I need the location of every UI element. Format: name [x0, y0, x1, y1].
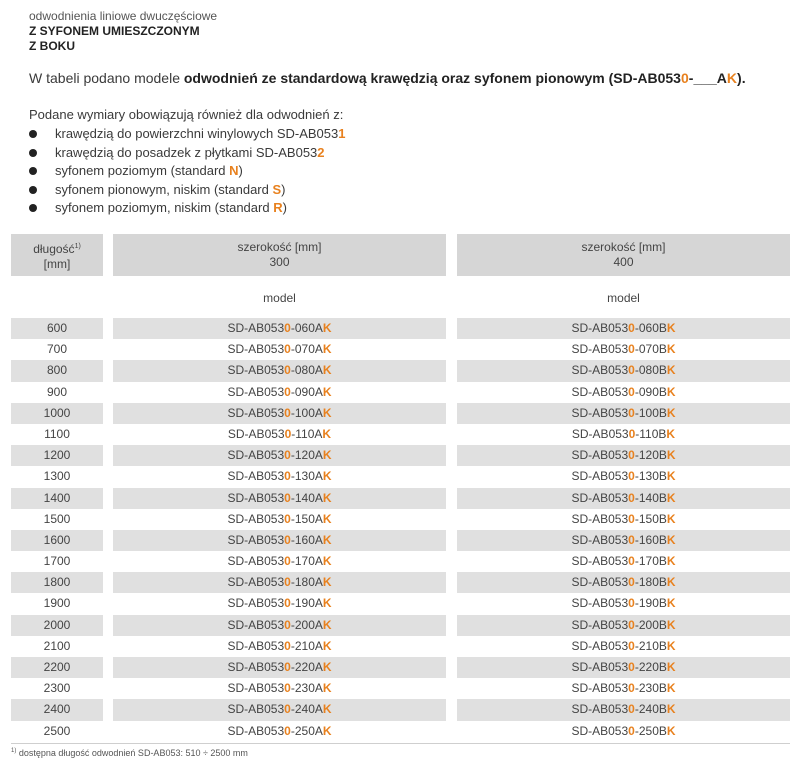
table-row — [0, 445, 803, 466]
model-cell-400: SD-AB0530-150BK — [571, 511, 676, 526]
model-cell-300: SD-AB0530-180AK — [113, 572, 446, 593]
model-cell-400: SD-AB0530-240BK — [457, 699, 790, 720]
also-valid-text: Podane wymiary obowiązują również dla odwodnień z: — [29, 107, 344, 122]
model-cell-400: SD-AB0530-110BK — [571, 426, 676, 441]
footnote: $^{1)}$ dostępna długość odwodnień SD-AB053: 510 ÷ 2500 mm — [11, 748, 248, 758]
model-cell-300: SD-AB0530-170AK — [227, 554, 332, 569]
model-cell-400: SD-AB0530-100BK — [457, 403, 790, 424]
footnote-divider — [11, 743, 790, 744]
model-cell-300: SD-AB0530-140AK — [113, 488, 446, 509]
length-cell: 1300 — [43, 469, 71, 484]
table-row — [0, 678, 803, 699]
table-row — [0, 530, 803, 551]
model-cell-400: SD-AB0530-230BK — [571, 681, 676, 696]
length-cell: 1700 — [43, 554, 71, 569]
model-cell-400: SD-AB0530-250BK — [571, 723, 676, 738]
table-row — [0, 699, 803, 720]
intro-prefix: W tabeli podano modele — [29, 70, 184, 86]
length-cell: 1200 — [11, 445, 103, 466]
table-row — [0, 636, 803, 657]
model-cell-300: SD-AB0530-070AK — [227, 342, 332, 357]
bullet-dot-icon — [29, 186, 37, 194]
model-cell-300: SD-AB0530-090AK — [227, 384, 332, 399]
length-cell: 1000 — [11, 403, 103, 424]
model-cell-300: SD-AB0530-220AK — [113, 657, 446, 678]
column-header-length: długość$^{1)}$ [mm] — [11, 234, 103, 276]
model-cell-400: SD-AB0530-090BK — [571, 384, 676, 399]
model-cell-300: SD-AB0530-230AK — [227, 681, 332, 696]
header-title-line2: Z BOKU — [29, 39, 75, 53]
intro-paragraph — [29, 70, 746, 86]
length-cell: 800 — [11, 360, 103, 381]
bullet-item: syfonem poziomym, niskim (standard R) — [29, 199, 345, 218]
table-row — [0, 403, 803, 424]
model-cell-400: SD-AB0530-060BK — [457, 318, 790, 339]
model-cell-400: SD-AB0530-190BK — [571, 596, 676, 611]
length-cell: 2000 — [11, 615, 103, 636]
column-header-width-300: szerokość [mm] 300 — [113, 234, 446, 276]
column-header-width-400: szerokość [mm] 400 — [457, 234, 790, 276]
model-cell-400: SD-AB0530-180BK — [457, 572, 790, 593]
table-row — [0, 551, 803, 572]
model-cell-300: SD-AB0530-110AK — [227, 426, 332, 441]
intro-bold: odwodnień ze standardową krawędzią oraz syfonem pionowym (SD-AB0530-___AK). — [183, 70, 746, 86]
model-cell-300: SD-AB0530-240AK — [113, 699, 446, 720]
table-row — [0, 615, 803, 636]
bullet-item: krawędzią do powierzchni winylowych SD-AB0531 — [29, 125, 345, 144]
length-cell: 1400 — [11, 488, 103, 509]
model-cell-400: SD-AB0530-070BK — [571, 342, 676, 357]
table-row — [0, 360, 803, 381]
table-row — [0, 572, 803, 593]
table-row — [0, 424, 803, 445]
model-cell-400: SD-AB0530-170BK — [571, 554, 676, 569]
length-cell: 1500 — [43, 511, 71, 526]
length-cell: 900 — [46, 384, 68, 399]
length-cell: 2200 — [11, 657, 103, 678]
length-cell: 2100 — [43, 638, 71, 653]
model-cell-300: SD-AB0530-190AK — [227, 596, 332, 611]
model-cell-300: SD-AB0530-080AK — [113, 360, 446, 381]
model-cell-300: SD-AB0530-250AK — [227, 723, 332, 738]
length-cell: 700 — [46, 342, 68, 357]
bullet-dot-icon — [29, 149, 37, 157]
length-cell: 2400 — [11, 699, 103, 720]
model-cell-400: SD-AB0530-210BK — [571, 638, 676, 653]
table-row — [0, 488, 803, 509]
bullet-item: krawędzią do posadzek z płytkami SD-AB0532 — [29, 144, 345, 163]
table-row — [0, 466, 803, 487]
model-cell-300: SD-AB0530-060AK — [113, 318, 446, 339]
length-cell: 2300 — [43, 681, 71, 696]
model-cell-300: SD-AB0530-120AK — [113, 445, 446, 466]
table-row — [0, 382, 803, 403]
model-cell-300: SD-AB0530-130AK — [227, 469, 332, 484]
model-cell-400: SD-AB0530-160BK — [457, 530, 790, 551]
table-row — [0, 509, 803, 530]
table-row — [0, 318, 803, 339]
model-cell-300: SD-AB0530-150AK — [227, 511, 332, 526]
model-cell-400: SD-AB0530-140BK — [457, 488, 790, 509]
model-cell-400: SD-AB0530-130BK — [571, 469, 676, 484]
length-cell: 2500 — [43, 723, 71, 738]
model-cell-300: SD-AB0530-210AK — [227, 638, 332, 653]
bullet-dot-icon — [29, 204, 37, 212]
table-row — [0, 721, 803, 742]
length-cell: 1600 — [11, 530, 103, 551]
bullet-item: syfonem poziomym (standard N) — [29, 162, 345, 181]
table-row — [0, 339, 803, 360]
model-cell-300: SD-AB0530-200AK — [113, 615, 446, 636]
model-cell-400: SD-AB0530-220BK — [457, 657, 790, 678]
bullet-item: syfonem pionowym, niskim (standard S) — [29, 181, 345, 200]
model-cell-400: SD-AB0530-120BK — [457, 445, 790, 466]
length-cell: 1900 — [43, 596, 71, 611]
bullet-dot-icon — [29, 167, 37, 175]
table-row — [0, 593, 803, 614]
length-cell: 1100 — [44, 426, 70, 441]
model-subheader-400: model — [607, 291, 640, 305]
bullet-dot-icon — [29, 130, 37, 138]
model-cell-300: SD-AB0530-160AK — [113, 530, 446, 551]
model-table-body — [0, 318, 803, 742]
variant-bullet-list — [29, 125, 345, 218]
header-title-line1: Z SYFONEM UMIESZCZONYM — [29, 24, 200, 38]
document-header — [29, 9, 217, 54]
model-cell-400: SD-AB0530-200BK — [457, 615, 790, 636]
header-subtitle: odwodnienia liniowe dwuczęściowe — [29, 9, 218, 23]
model-cell-300: SD-AB0530-100AK — [113, 403, 446, 424]
model-cell-400: SD-AB0530-080BK — [457, 360, 790, 381]
length-cell: 1800 — [11, 572, 103, 593]
length-cell: 600 — [11, 318, 103, 339]
table-row — [0, 657, 803, 678]
model-subheader-300: model — [263, 291, 296, 305]
